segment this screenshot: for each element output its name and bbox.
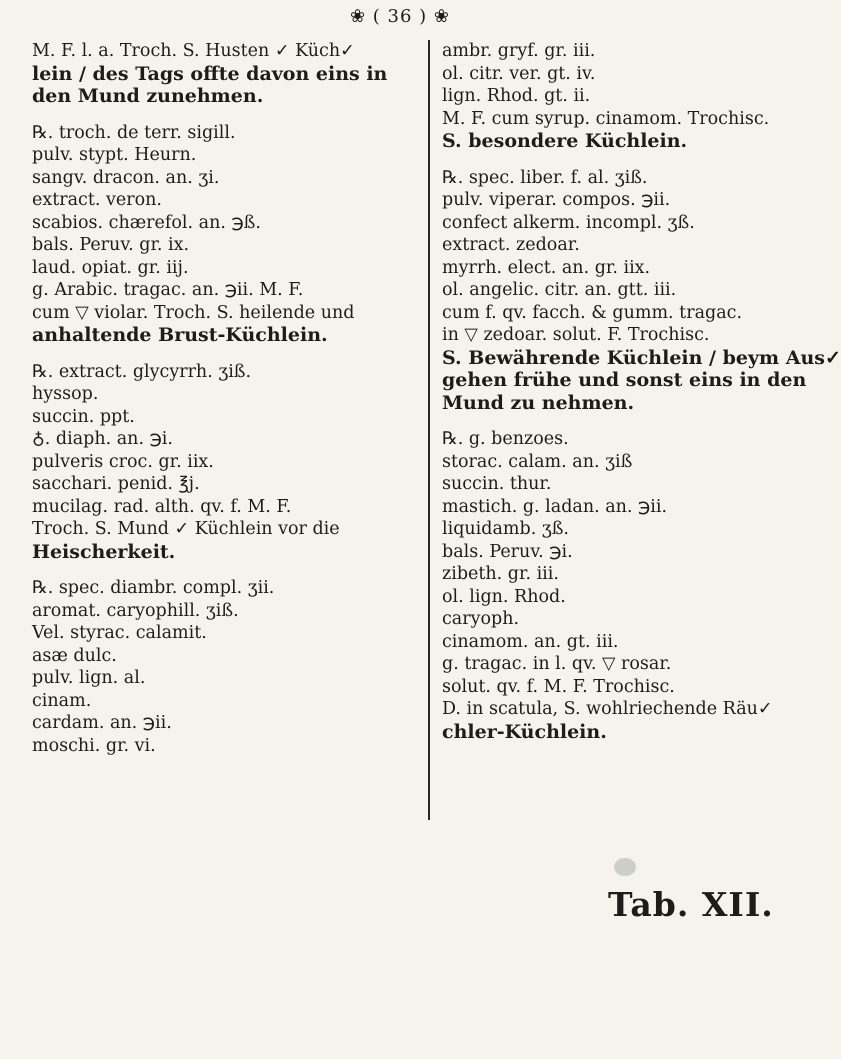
paragraph-gap <box>32 347 427 361</box>
text-line: pulv. lign. al. <box>32 668 146 688</box>
text-line: ol. citr. ver. gt. iv. <box>442 63 596 84</box>
text-line: scabios. chærefol. an. ℈ß. <box>32 212 261 233</box>
text-line: ℞. spec. diambr. compl. ʒii. <box>32 578 275 598</box>
text-line: ol. lign. Rhod. <box>442 586 566 607</box>
paragraph-gap <box>32 563 427 577</box>
text-line: liquidamb. ʒß. <box>442 519 569 539</box>
text-line: laud. opiat. gr. iij. <box>32 257 189 278</box>
text-line: extract. veron. <box>32 190 162 210</box>
text-line: pulv. stypt. Heurn. <box>32 145 197 165</box>
text-line: Mund zu nehmen. <box>442 391 635 414</box>
text-line: Heischerkeit. <box>32 540 176 563</box>
text-line: asæ dulc. <box>32 645 117 666</box>
text-line: M. F. l. a. Troch. S. Husten ✓ Küch✓ <box>32 41 355 61</box>
text-line: gehen frühe und sonst eins in den <box>442 369 807 391</box>
text-line: cum f. qv. facch. & gumm. tragac. <box>442 302 743 323</box>
text-line: cardam. an. ℈ii. <box>32 713 172 733</box>
text-line: ♁. diaph. an. ℈i. <box>32 429 173 449</box>
text-line: cinam. <box>32 690 92 711</box>
text-line: moschi. gr. vi. <box>32 735 156 756</box>
left-column <box>32 40 427 757</box>
right-column <box>428 40 841 820</box>
text-line: extract. zedoar. <box>442 235 580 255</box>
text-line: pulv. viperar. compos. ℈ii. <box>442 190 671 210</box>
text-line: aromat. caryophill. ʒiß. <box>32 600 239 621</box>
text-line: cum ▽ violar. Troch. S. heilende und <box>32 302 355 323</box>
text-line: caryoph. <box>442 609 520 629</box>
text-line: S. besondere Küchlein. <box>442 130 688 152</box>
text-line: confect alkerm. incompl. ʒß. <box>442 212 695 233</box>
text-line: cinamom. an. gt. iii. <box>442 631 619 652</box>
text-line: sangv. dracon. an. ʒi. <box>32 167 220 188</box>
text-line: bals. Peruv. gr. ix. <box>32 235 190 255</box>
paragraph-gap <box>430 153 802 167</box>
text-line: pulveris croc. gr. iix. <box>32 451 214 472</box>
text-line: zibeth. gr. iii. <box>442 564 559 584</box>
text-line: lign. Rhod. gt. ii. <box>442 86 591 106</box>
text-line: lein / des Tags offte davon eins in <box>32 62 388 85</box>
text-line: M. F. cum syrup. cinamom. Trochisc. <box>442 108 770 129</box>
text-line: bals. Peruv. ℈i. <box>442 541 573 562</box>
text-line: succin. ppt. <box>32 406 135 427</box>
text-line: ℞. extract. glycyrrh. ʒiß. <box>32 361 252 382</box>
text-line: D. in scatula, S. wohlriechende Räu✓ <box>442 699 773 719</box>
text-line: ℞. spec. liber. f. al. ʒiß. <box>442 167 648 188</box>
text-line: myrrh. elect. an. gr. iix. <box>442 257 651 278</box>
paragraph-gap <box>430 414 802 428</box>
text-line: chler-Küchlein. <box>442 720 607 743</box>
text-line: sacchari. penid. ℥j. <box>32 474 200 494</box>
text-line: ℞. g. benzoes. <box>442 429 569 449</box>
text-line: Troch. S. Mund ✓ Küchlein vor die <box>32 519 340 539</box>
text-line: mucilag. rad. alth. qv. f. M. F. <box>32 496 292 517</box>
text-line: in ▽ zedoar. solut. F. Trochisc. <box>442 325 710 345</box>
text-line: ambr. gryf. gr. iii. <box>442 41 596 61</box>
text-line: Vel. styrac. calamit. <box>32 623 207 643</box>
text-line: S. Bewährende Küchlein / beym Aus✓ <box>442 346 841 369</box>
text-line: mastich. g. ladan. an. ℈ii. <box>442 496 668 517</box>
text-line: g. Arabic. tragac. an. ℈ii. M. F. <box>32 280 304 300</box>
text-line: g. tragac. in l. qv. ▽ rosar. <box>442 654 672 674</box>
text-line: solut. qv. f. M. F. Trochisc. <box>442 676 675 697</box>
text-line: ℞. troch. de terr. sigill. <box>32 122 236 143</box>
text-line: storac. calam. an. ʒiß <box>442 451 633 472</box>
text-line: hyssop. <box>32 384 99 404</box>
ink-blot-decoration <box>614 858 636 876</box>
text-line: anhaltende Brust-Küchlein. <box>32 324 328 346</box>
page-header: ❀ ( 36 ) ❀ <box>350 6 450 27</box>
plate-label: Tab. XII. <box>608 885 774 924</box>
text-line: succin. thur. <box>442 474 552 494</box>
paragraph-gap <box>32 108 427 122</box>
text-line: den Mund zunehmen. <box>32 85 264 107</box>
text-line: ol. angelic. citr. an. gtt. iii. <box>442 280 677 300</box>
